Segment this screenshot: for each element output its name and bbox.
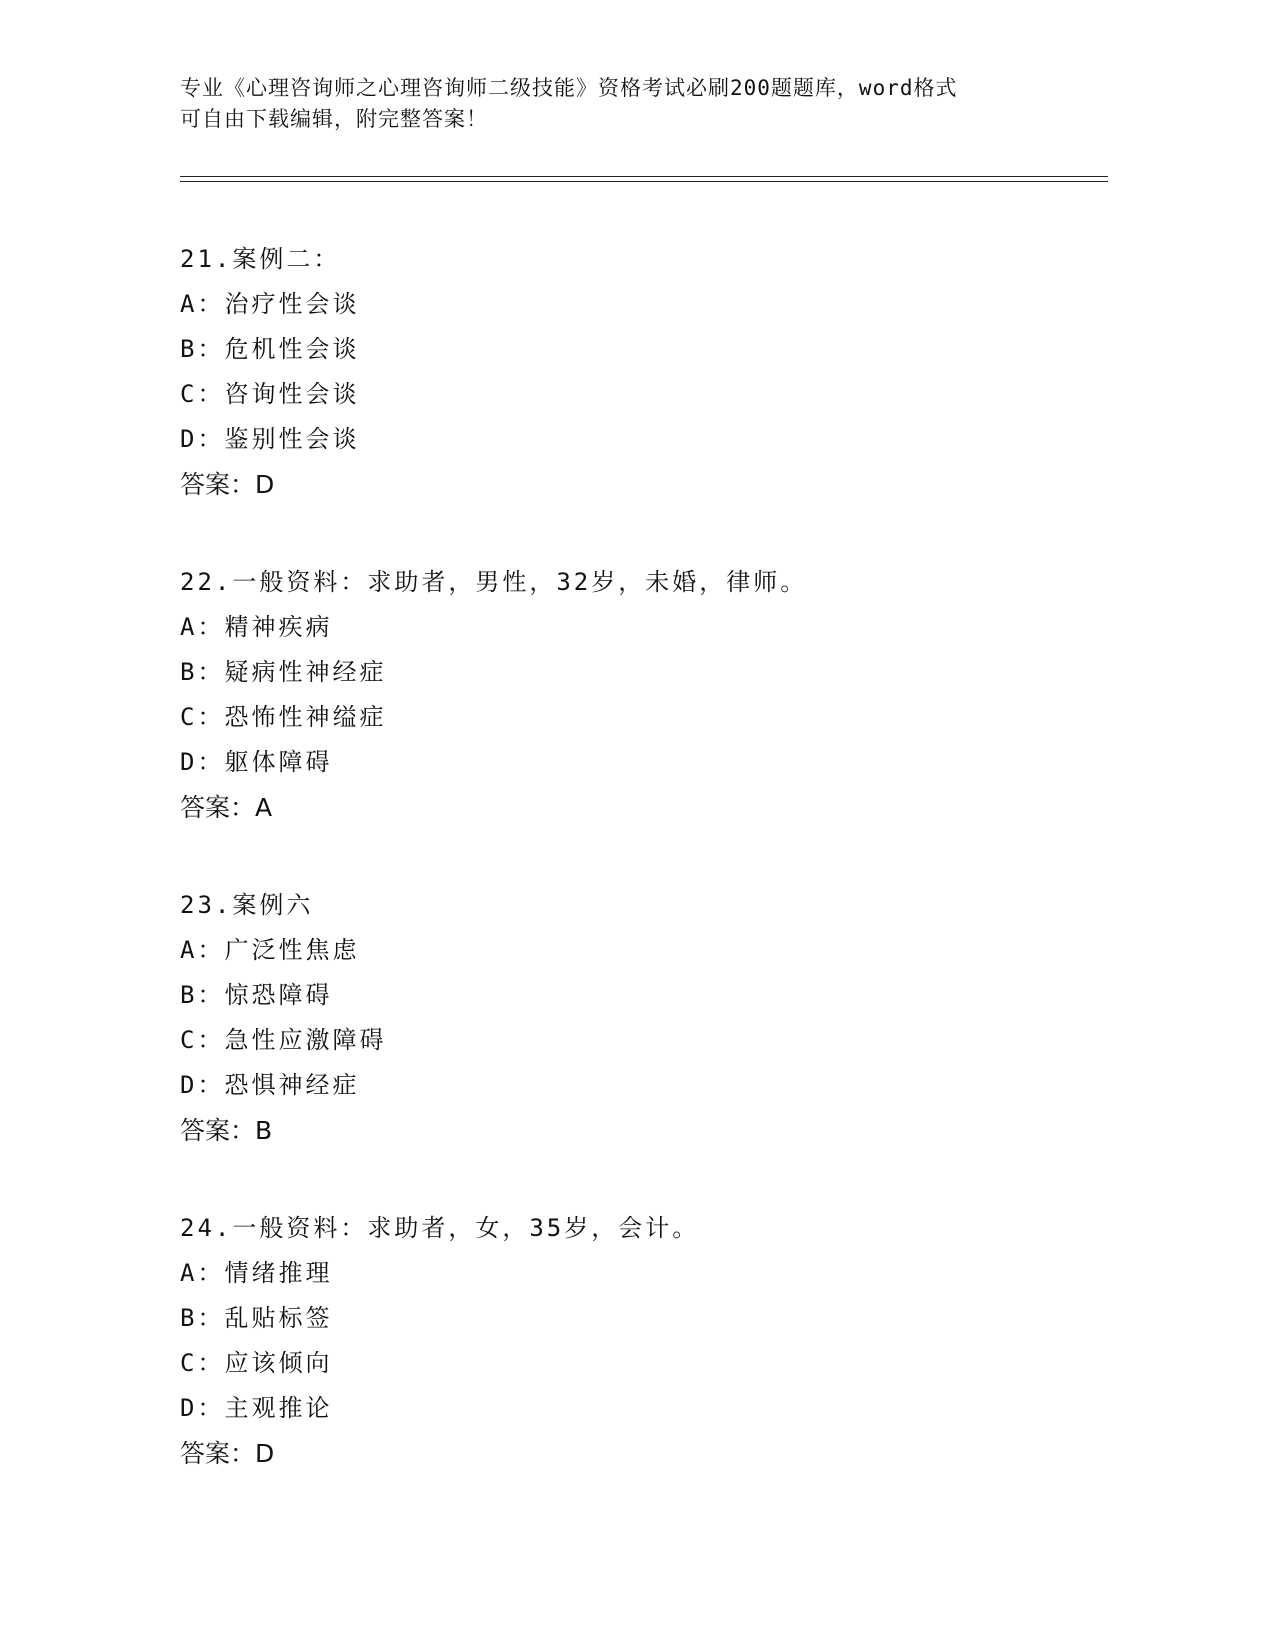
option-a: A：广泛性焦虑 [180, 936, 360, 964]
question-21 [180, 237, 1100, 507]
question-stem: 21.案例二： [180, 245, 341, 273]
option-a: A：情绪推理 [180, 1259, 333, 1287]
option-d: D：恐惧神经症 [180, 1071, 360, 1099]
option-c: C：咨询性会谈 [180, 380, 360, 408]
question-22 [180, 560, 1100, 830]
option-a: A：治疗性会谈 [180, 290, 360, 318]
header-line-1: 专业《心理咨询师之心理咨询师二级技能》资格考试必刷200题题库，word格式 [180, 76, 958, 100]
option-d: D：主观推论 [180, 1394, 333, 1422]
header-line-2: 可自由下载编辑，附完整答案！ [180, 107, 488, 131]
option-c: C：恐怖性神缢症 [180, 703, 387, 731]
option-b: B：惊恐障碍 [180, 981, 333, 1009]
header-divider-top [180, 176, 1108, 177]
option-c: C：应该倾向 [180, 1349, 333, 1377]
document-header [180, 73, 1100, 135]
option-d: D：鉴别性会谈 [180, 425, 360, 453]
answer-label: 答案：A [180, 793, 273, 822]
answer-label: 答案：D [180, 1439, 275, 1468]
question-23 [180, 883, 1100, 1153]
option-a: A：精神疾病 [180, 613, 333, 641]
option-d: D：躯体障碍 [180, 748, 333, 776]
question-stem: 23.案例六 [180, 891, 314, 919]
answer-label: 答案：D [180, 470, 275, 499]
option-c: C：急性应激障碍 [180, 1026, 387, 1054]
answer-label: 答案：B [180, 1116, 273, 1145]
question-stem: 24.一般资料：求助者，女，35岁，会计。 [180, 1214, 700, 1242]
header-divider-bottom [180, 181, 1108, 182]
option-b: B：危机性会谈 [180, 335, 360, 363]
question-stem: 22.一般资料：求助者，男性，32岁，未婚，律师。 [180, 568, 808, 596]
question-list [180, 237, 1100, 1529]
question-24 [180, 1206, 1100, 1476]
option-b: B：乱贴标签 [180, 1304, 333, 1332]
option-b: B：疑病性神经症 [180, 658, 387, 686]
